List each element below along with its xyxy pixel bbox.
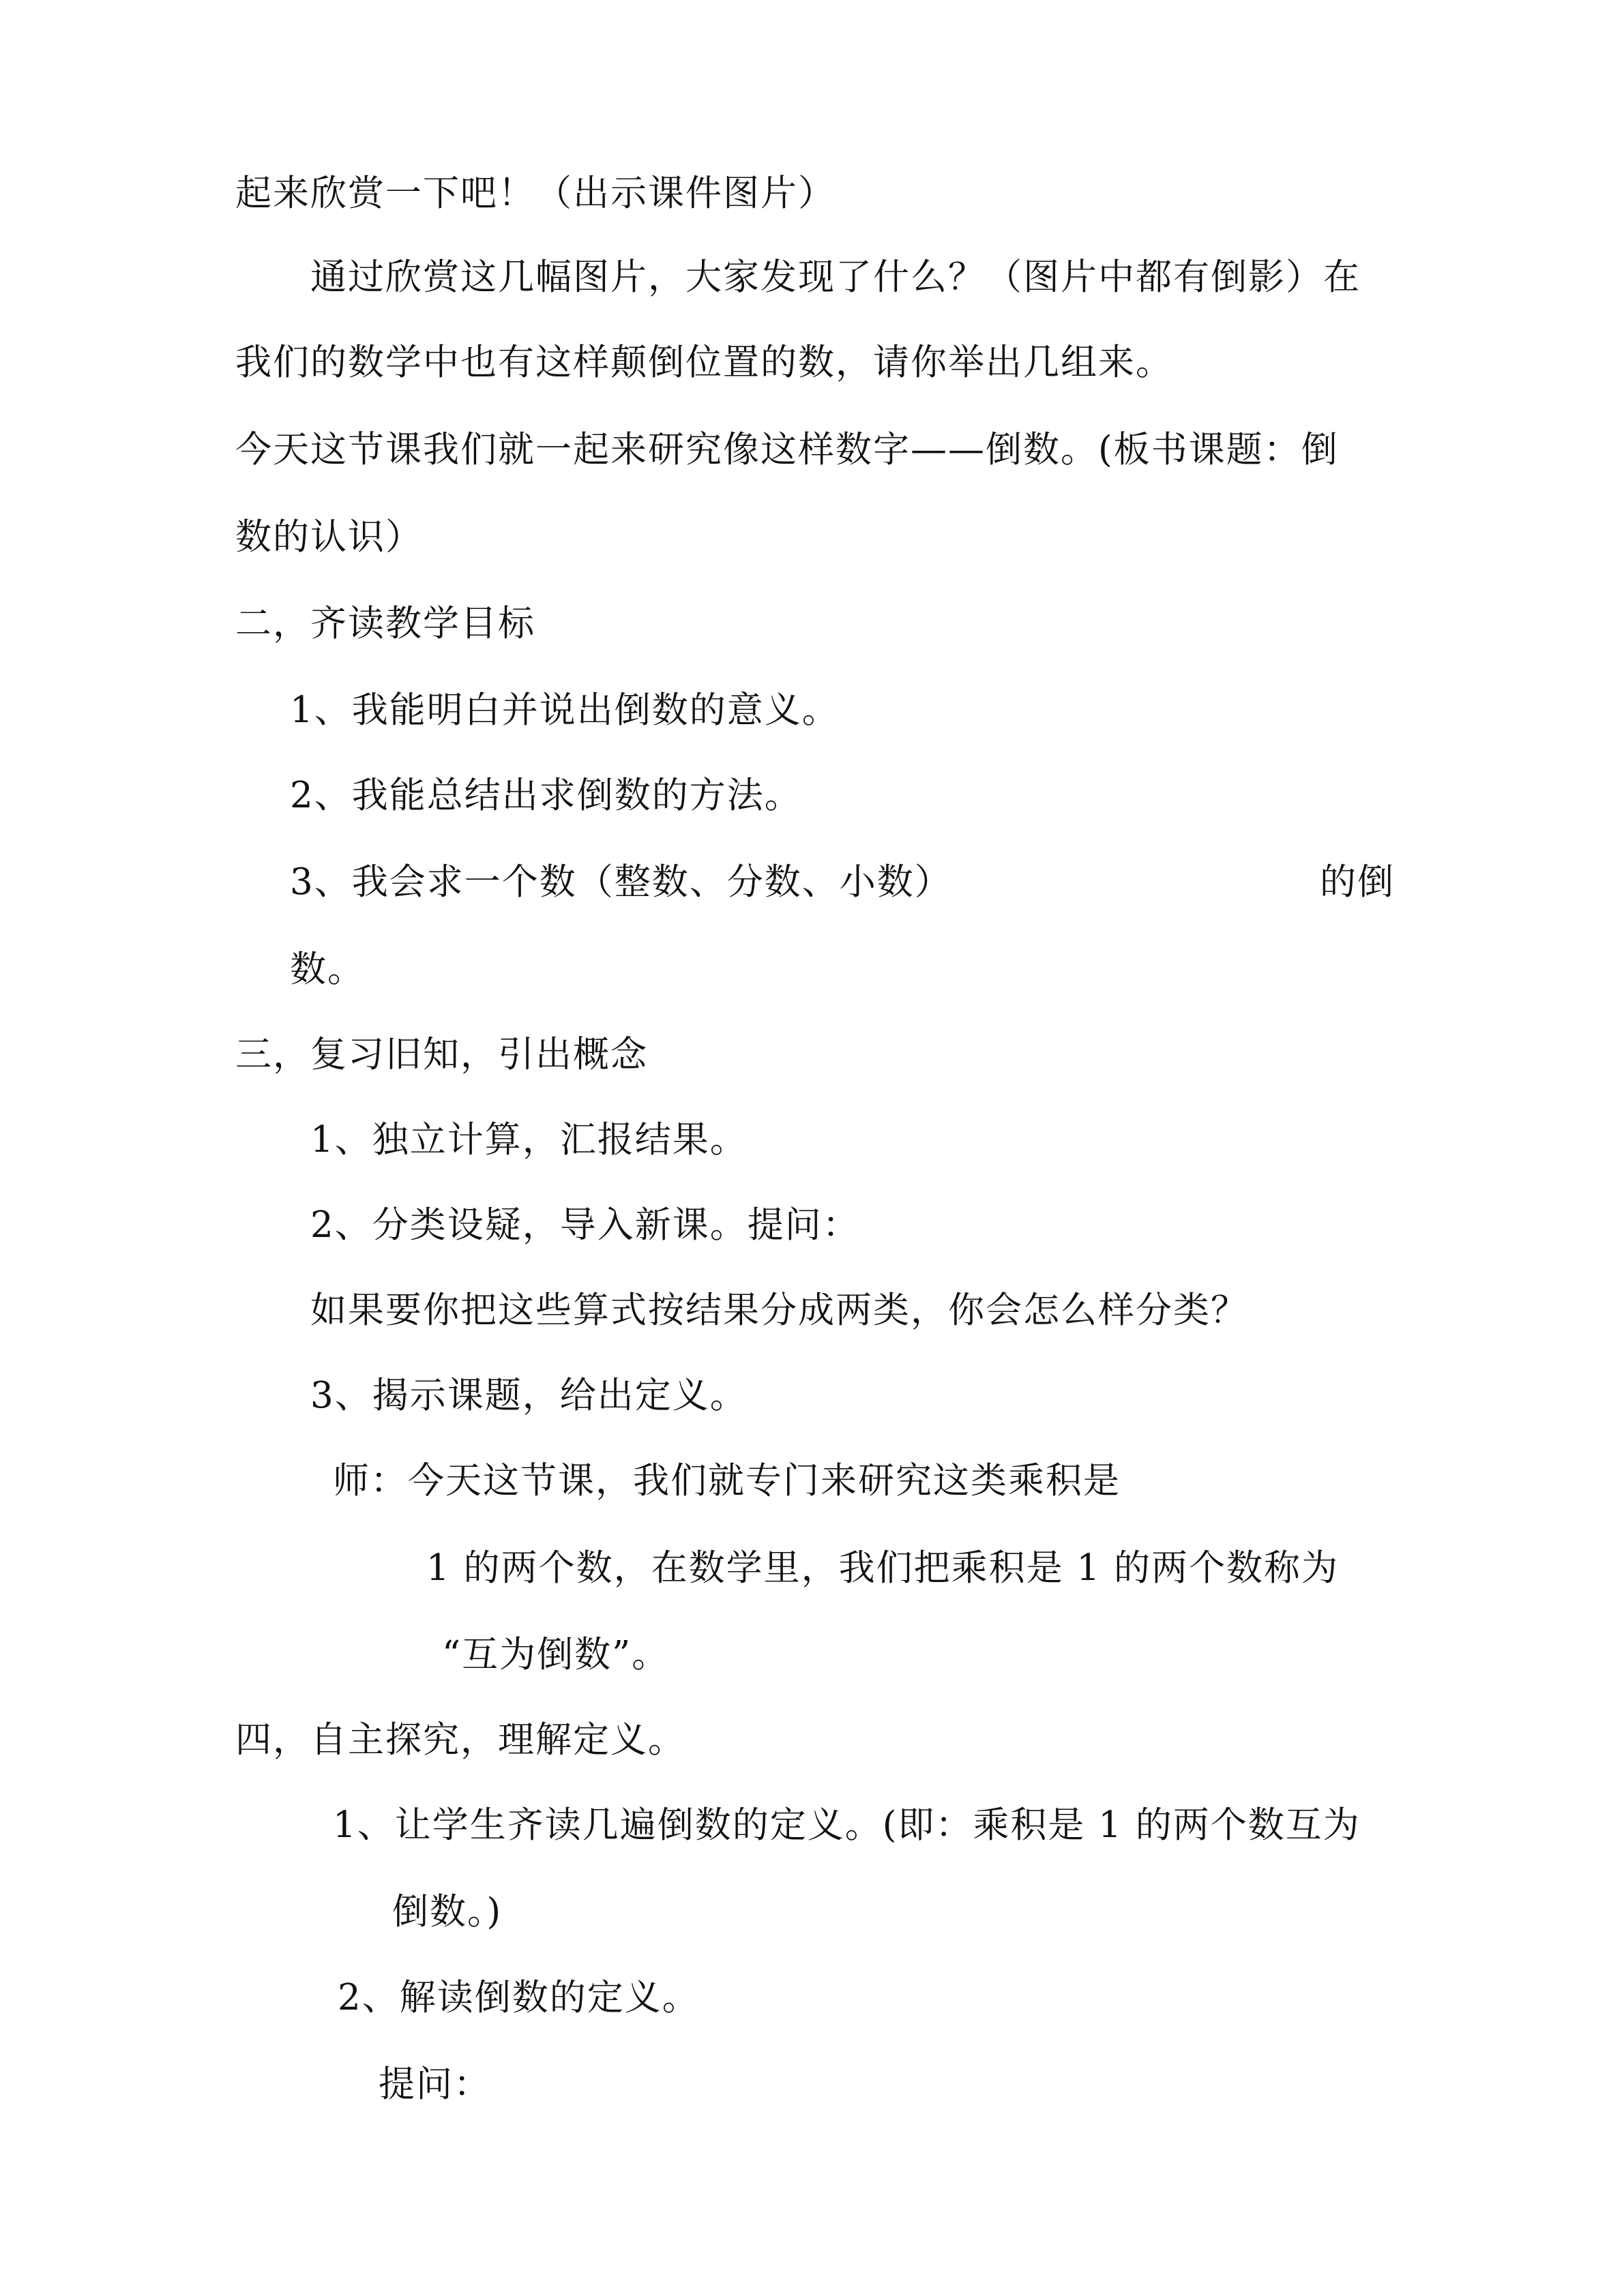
teacher-line-2: 1 的两个数，在数学里，我们把乘积是 1 的两个数称为 [426, 1547, 1339, 1589]
text-line-5: 数的认识） [235, 516, 423, 558]
goal-item-3-wrap: 数。 [290, 949, 365, 990]
explore-item-1: 1、让学生齐读几遍倒数的定义。(即：乘积是 1 的两个数互为 [333, 1804, 1361, 1846]
goal-item-3-tail: 的倒 [1320, 861, 1395, 903]
section-heading-2: 二，齐读教学目标 [235, 603, 535, 644]
goal-item-1: 1、我能明白并说出倒数的意义。 [290, 689, 840, 731]
step-item-3: 3、揭示课题，给出定义。 [310, 1375, 748, 1416]
text-line-4: 今天这节课我们就一起来研究像这样数字——倒数。(板书课题：倒 [235, 429, 1339, 471]
section-heading-4: 四，自主探究，理解定义。 [235, 1719, 685, 1761]
teacher-line-3: “互为倒数”。 [442, 1634, 670, 1675]
question-line: 如果要你把这些算式按结果分成两类，你会怎么样分类？ [310, 1289, 1248, 1331]
goal-item-3: 3、我会求一个数（整数、分数、小数） [290, 861, 952, 903]
step-item-1: 1、独立计算，汇报结果。 [310, 1119, 748, 1161]
explore-item-1-wrap: 倒数。) [392, 1891, 503, 1933]
section-heading-3: 三，复习旧知，引出概念 [235, 1034, 648, 1075]
teacher-line-1: 师：今天这节课，我们就专门来研究这类乘积是 [333, 1460, 1121, 1502]
text-line-1: 起来欣赏一下吧！（出示课件图片） [235, 173, 836, 214]
text-line-3: 我们的数学中也有这样颠倒位置的数，请你举出几组来。 [235, 342, 1173, 383]
goal-item-2: 2、我能总结出求倒数的方法。 [290, 775, 802, 816]
explore-item-2: 2、解读倒数的定义。 [338, 1977, 700, 2018]
question-label: 提问： [379, 2063, 491, 2105]
text-line-2: 通过欣赏这几幅图片，大家发现了什么？（图片中都有倒影）在 [310, 256, 1361, 298]
step-item-2: 2、分类设疑，导入新课。提问： [310, 1204, 860, 1246]
